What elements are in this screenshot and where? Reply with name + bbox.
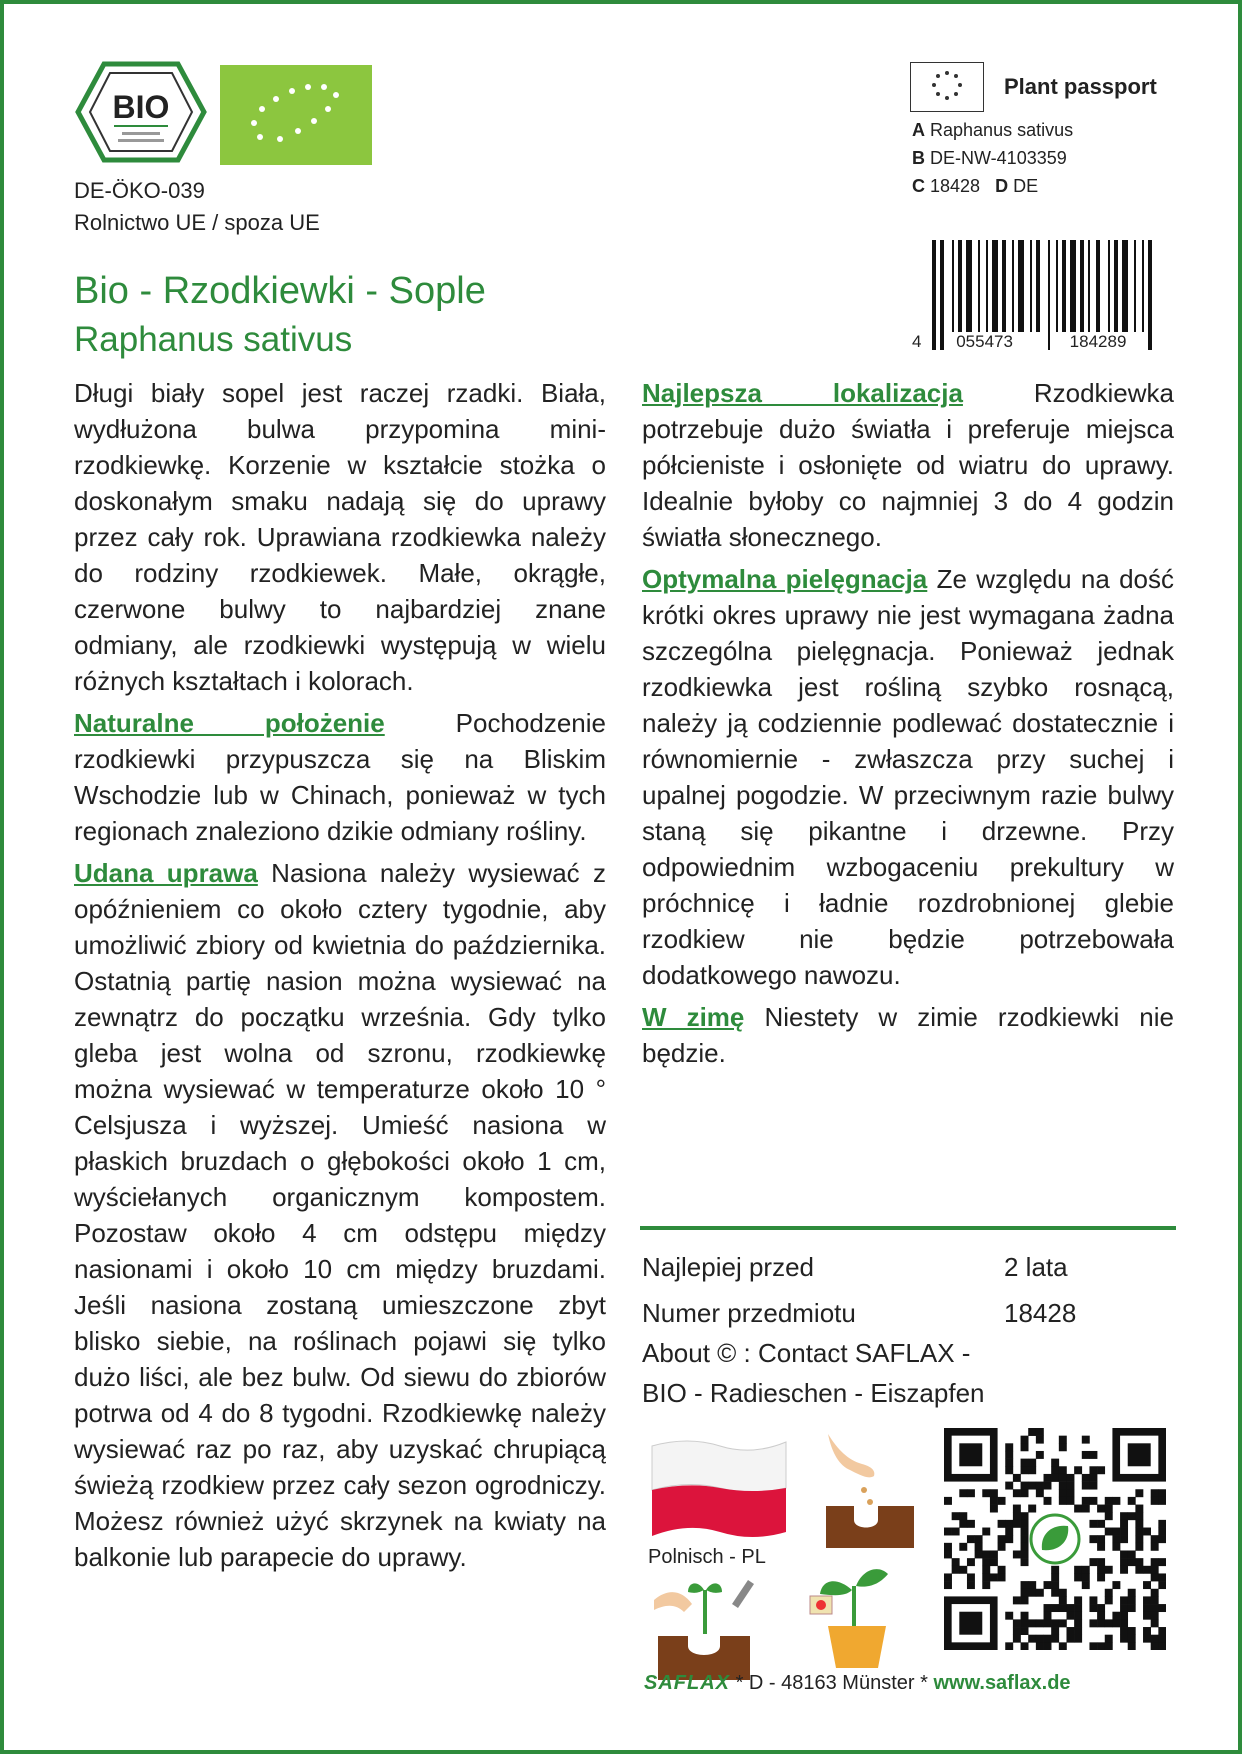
bio-seal-logo [74,60,208,164]
growing-heading: Udana uprawa [74,858,258,888]
natural-section: Naturalne położenie Pochodzenie rzodkiewki przypuszcza się na Bliskim Wschodzie lub w Chinach, ponieważ w tych regionach znaleziono dzikie odmiany rośliny. [74,708,606,846]
address: * D - 48163 Münster * [735,1672,928,1694]
latin-name: Raphanus sativus [74,320,353,359]
polish-flag-icon [648,1432,790,1542]
qr-code [944,1428,1166,1650]
brand-logo: SAFLAX [644,1672,730,1694]
barcode-digits: 4 055473 184289 [912,332,1127,351]
growing-section: Udana uprawa Nasiona należy wysiewać z opóźnieniem co około cztery tygodnie, aby umożliwić zbiory od kwietnia do października. Ostatnią partię nasion można wysiewać na zewnątrz do początku września. Gdy tylko gleba jest wolna od szronu, rzodkiewkę można wysiewać w temperaturze około 10 ° Celsjusza i wyższej. Umieść nasiona w płaskich bruzdach o głębokości około 1 cm, wyściełanych organicznym kompostem. Pozostaw około 4 cm odstępu między nasionami i około 10 cm między bruzdami. Jeśli nasiona zostaną umieszczone zbyt blisko siebie, na roślinach pojawi się tylko dużo liści, ale bez bulw. Od siewu do zbiorów potrwa od 4 do 8 tygodni. Rzodkiewkę należy wysiewać raz po raz, aby uzyskać chrupiącą świeżą rzodkiew przez cały sezon ogrodniczy. Możesz również użyć skrzynek na kwiaty na balkonie lub parapecie do uprawy. [74,858,606,1572]
divider [640,1226,1176,1230]
item-number-label: Numer przedmiotu [642,1298,856,1328]
winter-section: W zimę Niestety w zimie rzodkiewki nie będzie. [642,1002,1175,1068]
intro-paragraph: Długi biały sopel jest raczej rzadki. Biała, wydłużona bulwa przypomina mini-rzodkiewkę. Korzenie w kształcie stożka o doskonałym smaku nadają się do uprawy przez cały rok. Uprawiana rzodkiewka należy do rodziny rzodkiewek. Małe, okrągłe, czerwone bulwy to najbardziej znane odmiany, ale rzodkiewki występują w wielu różnych kształtach i kolorach. [74,378,606,696]
flag-caption: Polnisch - PL [648,1546,766,1568]
care-section: Optymalna pielęgnacja Ze względu na dość krótki okres uprawy nie jest wymagana żadna szczególna pielęgnacja. Ponieważ jednak rzodkiewka jest rośliną szybko rosnącą, należy ją codziennie podlewać dostatecznie i równomiernie - zwłaszcza przy suchej i upalnej pogodzie. W przeciwnym razie bulwy staną się pikantne i drzewne. Przy odpowiednim wzbogaceniu prekultury w próchnicę i ładnie rozdrobnionej glebie rzodkiew nie będzie potrzebowała dodatkowego nawozu. [642,564,1175,990]
plant-passport-title: Plant passport [1004,74,1157,99]
agriculture-origin: Rolnictwo UE / spoza UE [74,210,320,235]
website-link[interactable]: www.saflax.de [933,1672,1071,1694]
passport-line-cd: C 18428 D DE [912,176,1039,196]
passport-line-b: B DE-NW-4103359 [912,148,1067,168]
natural-heading: Naturalne położenie [74,708,385,738]
about-line-2: BIO - Radieschen - Eiszapfen [642,1378,985,1408]
care-heading: Optymalna pielęgnacja [642,564,928,594]
right-text-column [642,375,1174,1077]
passport-line-a: A Raphanus sativus [912,120,1074,140]
sowing-hand-icon [818,1430,938,1550]
best-before-value: 2 lata [1004,1252,1068,1282]
best-before-label: Najlepiej przed [642,1252,814,1282]
left-text-column [74,375,606,1581]
product-title: Bio - Rzodkiewki - Sople [74,270,486,312]
item-number-value: 18428 [1004,1298,1077,1328]
eu-organic-leaf-logo [220,65,372,165]
location-section: Najlepsza lokalizacja Rzodkiewka potrzebuje dużo światła i preferuje miejsca półcieniste i osłonięte od wiatru do uprawy. Idealnie byłoby co najmniej 3 do 4 godzin światła słonecznego. [642,378,1174,552]
potted-plant-icon [796,1550,916,1670]
winter-heading: W zimę [642,1002,745,1032]
location-heading: Najlepsza lokalizacja [642,378,963,408]
eu-flag-icon [910,62,984,112]
svg-text:BIO: BIO [112,89,170,125]
certification-code: DE-ÖKO-039 [74,178,205,203]
about-line-1: About © : Contact SAFLAX - [642,1338,971,1368]
footer [644,1672,1071,1695]
star-leaf-icon [220,65,372,165]
